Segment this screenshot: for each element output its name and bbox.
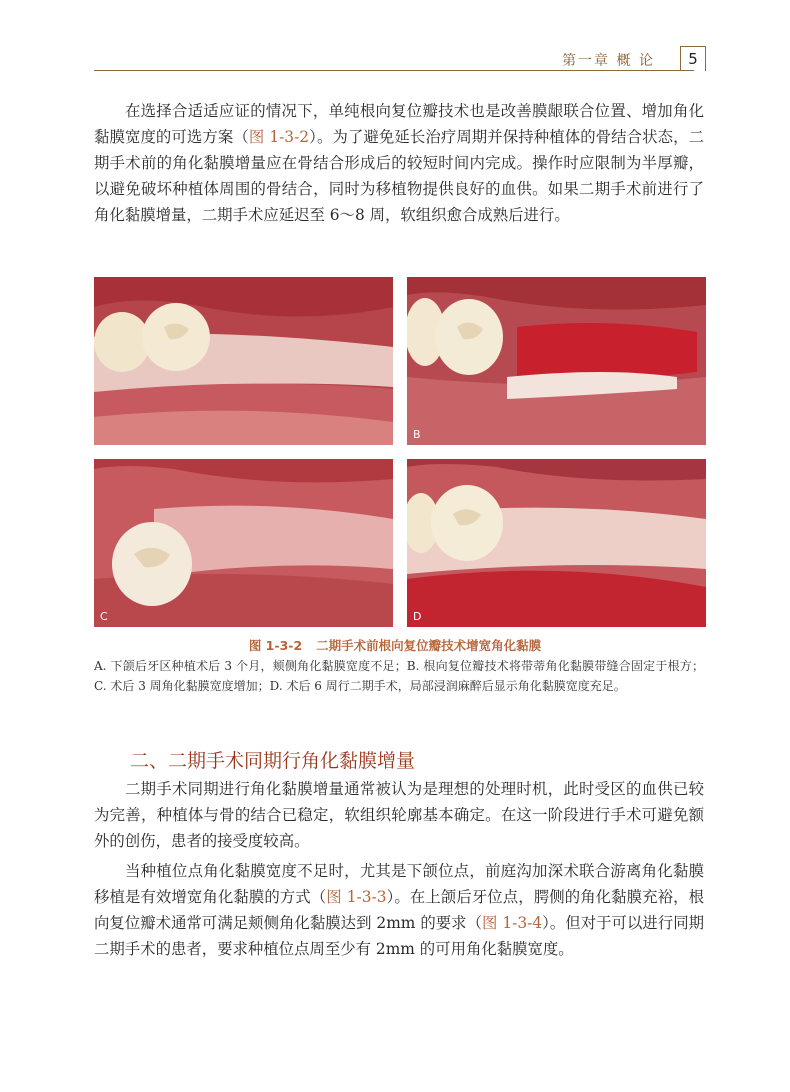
panel-b [407, 277, 706, 445]
figure-caption-title [0, 636, 790, 654]
figure-caption-body: A. 下颌后牙区种植术后 3 个月，颊侧角化黏膜宽度不足；B. 根向复位瓣技术将带蒂角化黏膜带缝合固定于根方；C. 术后 3 周角化黏膜宽度增加；D. 术后 6 周行二期手术，局部浸润麻醉后显示角化黏膜宽度充足。 [94, 659, 704, 693]
text-run: ）。为了避免延长治疗周期并保持种植体的骨结合状态，二期 [94, 128, 704, 172]
page-number: 5 [680, 46, 706, 71]
panel-b-photo [407, 277, 706, 445]
figure-reference-link[interactable]: 图 1-3-4 [482, 914, 543, 932]
text-run: 手术前的角化黏膜增量应在骨结合形成后的较短时间内完成。操作时应限制为半厚瓣，以 [94, 154, 704, 198]
section-heading: 二、二期手术同期行角化黏膜增量 [130, 750, 416, 772]
panel-a-photo [94, 277, 393, 445]
panel-c-photo [94, 459, 393, 627]
page-header [0, 46, 790, 76]
text-run: ）。但对于可以进行同期二期手术的患者，要求种植位点周至少有 2mm 的可用角化黏膜宽度。 [94, 914, 705, 958]
paragraph-1-text [94, 98, 704, 228]
paragraph-3 [94, 858, 704, 962]
chapter-title: 第一章 概 论 [562, 53, 655, 69]
header-rule [94, 70, 694, 71]
text-run: 在选择合适适应证的情况下，单纯根向复位瓣技术也是改善膜龈联合位置、增加角化 [125, 102, 704, 120]
paragraph-3-text [94, 858, 704, 962]
panel-c-letter: C [100, 610, 108, 623]
panel-c [94, 459, 393, 627]
figure-reference-link[interactable]: 图 1-3-3 [326, 888, 387, 906]
panel-d-letter: D [413, 610, 422, 623]
panel-d-photo [407, 459, 706, 627]
panel-d [407, 459, 706, 627]
clinical-photo-figure [94, 277, 706, 627]
caption-title-text: 二期手术前根向复位瓣技术增宽角化黏膜 [316, 638, 542, 653]
text-run: 化黏膜增量，二期手术应延迟至 6～8 周，软组织愈合成熟后进行。 [109, 206, 570, 224]
panel-a [94, 277, 393, 445]
text-run: 当种植位点角化黏膜宽度不足时，尤其是下颌位点，前庭沟加深术联合游离角化黏膜移植是有效增宽角化黏膜的方式（ [94, 862, 704, 906]
text-run: 避免破坏种植体周围的骨结合，同时为移植物提供良好的血供。如果二期手术前进行了角 [94, 180, 704, 224]
panel-b-letter: B [413, 428, 421, 441]
paragraph-1 [94, 98, 704, 228]
paragraph-2 [94, 776, 704, 854]
paragraph-2-text: 二期手术同期进行角化黏膜增量通常被认为是理想的处理时机，此时受区的血供已较为完善，种植体与骨的结合已稳定，软组织轮廓基本确定。在这一阶段进行手术可避免额外的创伤，患者的接受度较高。 [94, 780, 704, 850]
caption-number: 图 1-3-2 [248, 638, 303, 653]
figure-reference-link[interactable]: 图 1-3-2 [248, 128, 310, 146]
text-run: ）。在上颌后牙位点，腭侧的角化黏膜充裕，根向复位瓣术通常可满足颊侧角化黏膜达到 2mm 的要求（ [94, 888, 704, 932]
text-run: 黏膜宽度的可选方案（ [94, 128, 249, 146]
